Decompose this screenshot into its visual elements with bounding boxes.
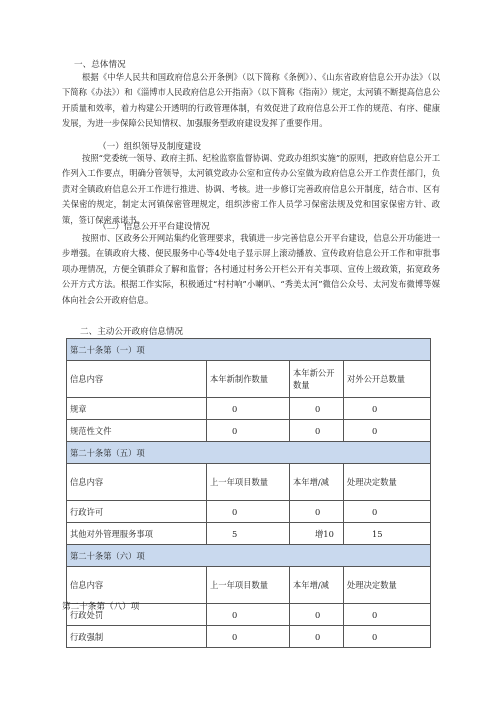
section-title: 第二十条第（一）项 [67, 339, 431, 361]
row-label: 其他对外管理服务事项 [67, 523, 207, 545]
section1-paragraph: 按照“党委统一领导、政府主抓、纪检监察监督协调、党政办组织实施”的原则，把政府信息公开工作列入工作要点，明确分管领导，太河镇党政办公室和宣传办公室做为政府信息公开工作责任部门，负责对全镇政府信息公开工作进行推进、协调、考核。进一步修订完善政府信息公开制度，结合市、区有关保密的规定，制定太河镇保密管理规定，组织涉密工作人员学习保密法规及党和国家保密方针、政策，签订保密承诺书。 [62, 153, 440, 225]
table-cell: 0 [207, 501, 290, 523]
header-cell: 对外公开总数量 [344, 361, 431, 398]
table-cell: 0 [207, 626, 290, 648]
table-cell: 0 [344, 626, 431, 648]
header-cell: 信息内容 [67, 464, 207, 501]
table-cell: 15 [344, 523, 431, 545]
table-cell: 0 [344, 398, 431, 420]
header-cell: 本年增/减 [290, 464, 344, 501]
table-section-row [67, 442, 431, 464]
row-label: 规章 [67, 398, 207, 420]
row-label: 规范性文件 [67, 420, 207, 442]
row-label: 行政处罚 [67, 604, 207, 626]
table-row [67, 523, 431, 545]
table-row [67, 626, 431, 648]
table-cell: 0 [290, 501, 344, 523]
table-cell: 0 [344, 604, 431, 626]
table-section-row [67, 545, 431, 567]
section-title: 第二十条第（六）项 [67, 545, 431, 567]
table-header-row [67, 567, 431, 604]
table-header-row [67, 361, 431, 398]
table-cell: 0 [290, 626, 344, 648]
table-cell: 0 [344, 420, 431, 442]
header-cell: 本年增/减 [290, 567, 344, 604]
header-cell: 处理决定数量 [344, 567, 431, 604]
overview-paragraph: 根据《中华人民共和国政府信息公开条例》（以下简称《条例》）、《山东省政府信息公开办法》（以下简称《办法》）和《淄博市人民政府信息公开指南》（以下简称《指南》）规定，太河镇不断提高信息公开质量和效率，着力构建公开透明的行政管理体制，有效促进了政府信息公开工作的规范、有序、健康发展，为进一步保障公民知情权、加强服务型政府建设发挥了重要作用。 [62, 72, 440, 129]
table-cell: 0 [207, 604, 290, 626]
row-label: 行政许可 [67, 501, 207, 523]
section1-heading: （一）组织领导及制度建设 [98, 142, 202, 152]
table-row [67, 420, 431, 442]
header-cell: 信息内容 [67, 567, 207, 604]
table-cell: 5 [207, 523, 290, 545]
table-row [67, 501, 431, 523]
table-cell: 0 [344, 501, 431, 523]
table-section-row [67, 339, 431, 361]
table-header-row [67, 464, 431, 501]
section3-heading: 二、主动公开政府信息情况 [80, 327, 184, 337]
table-cell: 0 [207, 420, 290, 442]
table-cell: 增10 [290, 523, 344, 545]
table-cell: 0 [290, 420, 344, 442]
header-cell: 本年新公开数量 [290, 361, 344, 398]
section2-paragraph: 按照市、区政务公开网站集约化管理要求，我镇进一步完善信息公开平台建设，信息公开功能进一步增强。在镇政府大楼、便民服务中心等4处电子显示屏上滚动播放、宣传政府信息公开工作和审批事项办理情况，方便全镇群众了解和监督；各村通过村务公开栏公开有关事项、宣传上级政策，拓宽政务公开方式方法。根据工作实际，积极通过“村村响”小喇叭、“秀美太河”微信公众号、太河发布微博等媒体向社会公开政府信息。 [62, 233, 440, 305]
table-cell: 0 [207, 398, 290, 420]
section2-heading: （二）信息公开平台建设情况 [98, 222, 210, 232]
row-label: 行政强制 [67, 626, 207, 648]
next-block-title: 第二十条第（八）项 [62, 602, 140, 612]
table-cell: 0 [290, 398, 344, 420]
overview-heading: 一、总体情况 [74, 60, 126, 70]
table-cell: 0 [290, 604, 344, 626]
header-cell: 信息内容 [67, 361, 207, 398]
header-cell: 本年新制作数量 [207, 361, 290, 398]
header-cell: 上一年项目数量 [207, 464, 290, 501]
header-cell: 上一年项目数量 [207, 567, 290, 604]
table-row [67, 398, 431, 420]
header-cell: 处理决定数量 [344, 464, 431, 501]
section-title: 第二十条第（五）项 [67, 442, 431, 464]
